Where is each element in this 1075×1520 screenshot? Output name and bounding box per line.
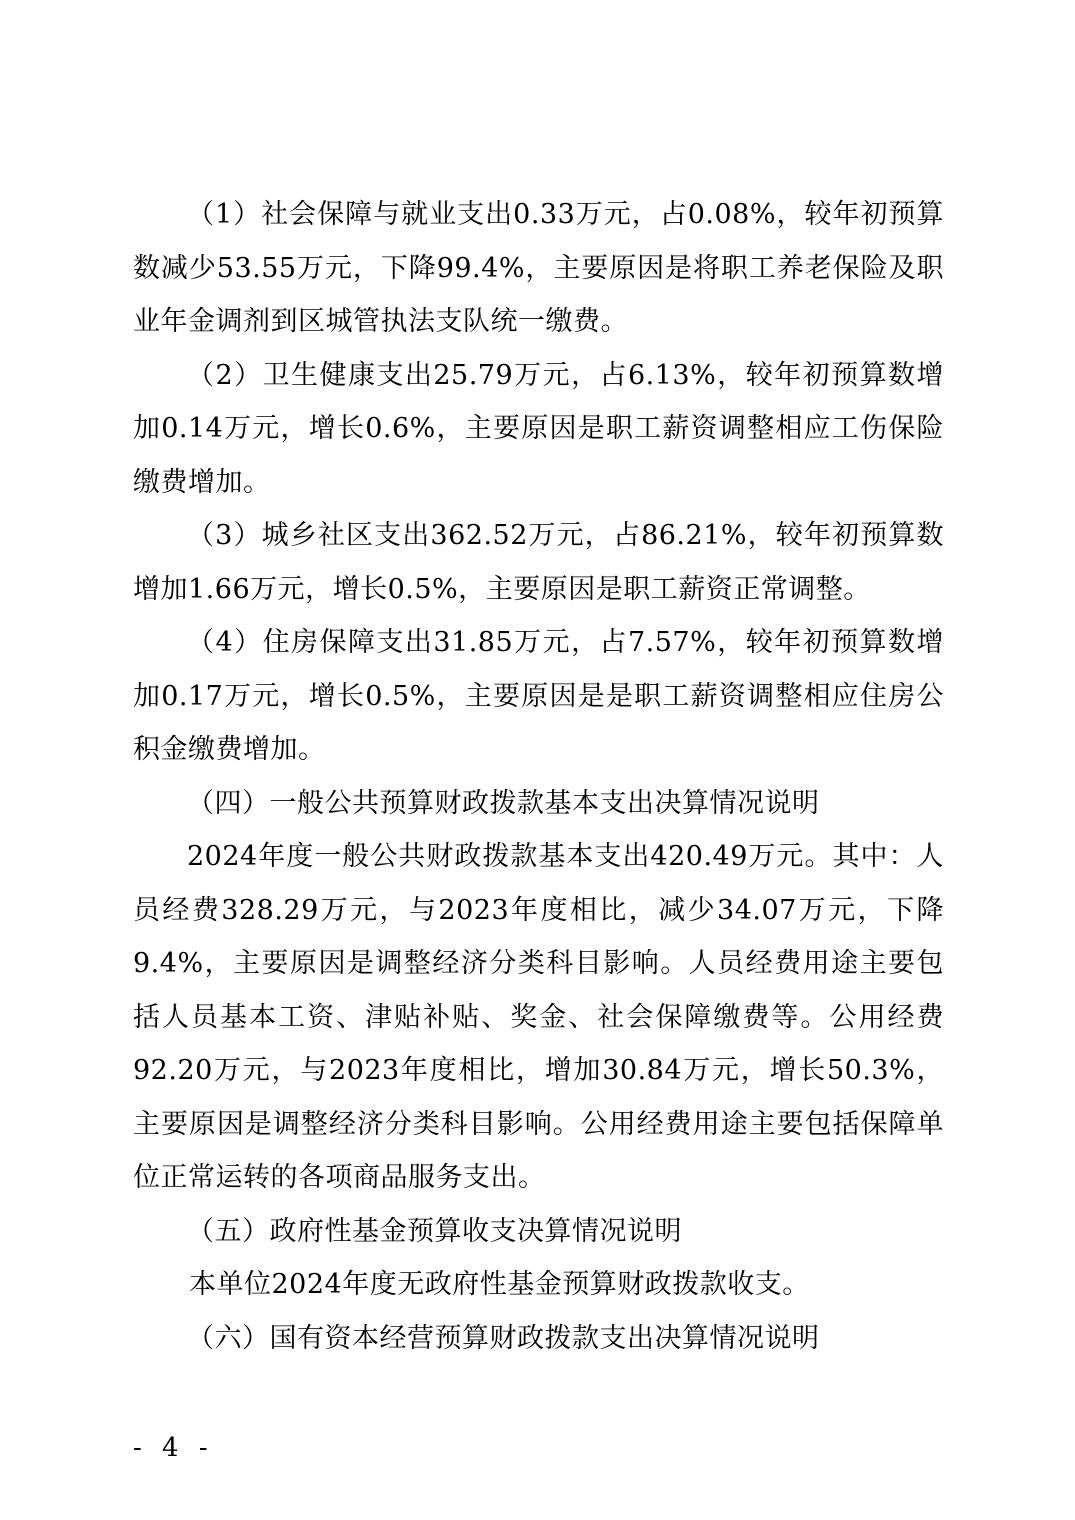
paragraph-social-security: （1）社会保障与就业支出0.33万元，占0.08%，较年初预算数减少53.55万元，下降99.4%，主要原因是将职工养老保险及职业年金调剂到区城管执法支队统一缴费。 xyxy=(133,199,944,337)
document-body xyxy=(133,188,944,1365)
paragraph-urban-rural: （3）城乡社区支出362.52万元，占86.21%，较年初预算数增加1.66万元，增长0.5%，主要原因是职工薪资正常调整。 xyxy=(133,520,944,605)
paragraph-health: （2）卫生健康支出25.79万元，占6.13%，较年初预算数增加0.14万元，增长0.6%，主要原因是职工薪资调整相应工伤保险缴费增加。 xyxy=(133,359,944,498)
paragraph-housing: （4）住房保障支出31.85万元，占7.57%，较年初预算数增加0.17万元，增长0.5%，主要原因是是职工薪资调整相应住房公积金缴费增加。 xyxy=(133,627,944,765)
paragraph-government-fund: 本单位2024年度无政府性基金预算财政拨款收支。 xyxy=(189,1269,810,1300)
section-heading-4: （四）一般公共预算财政拨款基本支出决算情况说明 xyxy=(187,787,820,819)
section-heading-5: （五）政府性基金预算收支决算情况说明 xyxy=(187,1215,682,1247)
paragraph-basic-expenditure: 2024年度一般公共财政拨款基本支出420.49万元。其中：人员经费328.29万元，与2023年度相比，减少34.07万元，下降9.4%，主要原因是调整经济分类科目影响。人员经费用途主要包括人员基本工资、津贴补贴、奖金、社会保障缴费等。公用经费92.20万元，与2023年度相比，增加30.84万元，增长50.3%，主要原因是调整经济分类科目影响。公用经费用途主要包括保障单位正常运转的各项商品服务支出。 xyxy=(133,841,944,1193)
section-heading-6: （六）国有资本经营预算财政拨款支出决算情况说明 xyxy=(187,1322,820,1354)
page-number: - 4 - xyxy=(133,1433,214,1463)
